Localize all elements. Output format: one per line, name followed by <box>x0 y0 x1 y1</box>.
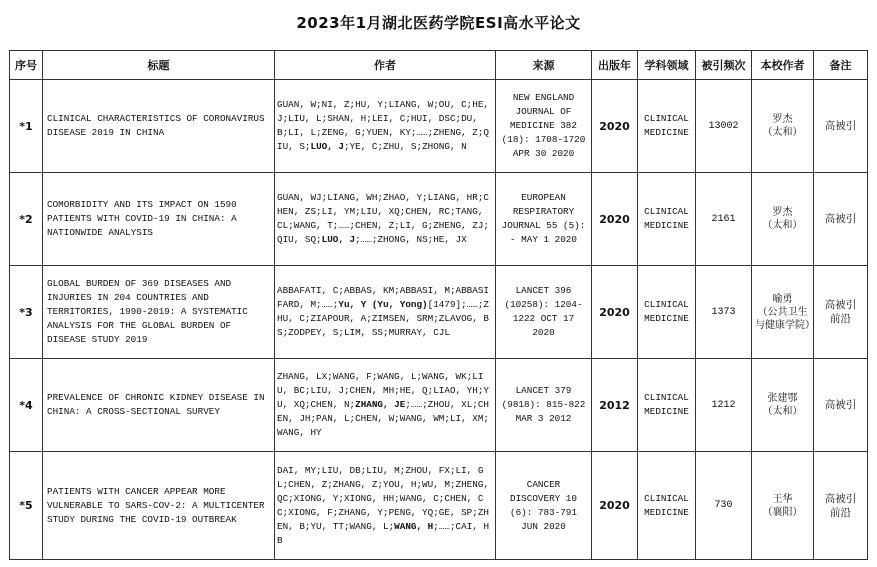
paper-title: PATIENTS WITH CANCER APPEAR MORE VULNERABLE TO SARS-COV-2: A MULTICENTER STUDY DURING THE COVID-19 OUTBREAK <box>43 452 275 560</box>
header-note: 备注 <box>814 51 868 80</box>
table-row <box>10 173 868 266</box>
row-index: *1 <box>10 80 43 173</box>
header-school-author: 本校作者 <box>752 51 814 80</box>
school-author-name: 张建鄂 <box>767 393 798 404</box>
paper-title: GLOBAL BURDEN OF 369 DISEASES AND INJURIES IN 204 COUNTRIES AND TERRITORIES, 1990-2019: A SYSTEMATIC ANALYSIS FOR THE GLOBAL BURDEN OF DISEASE STUDY 2019 <box>43 266 275 359</box>
paper-field: CLINICAL MEDICINE <box>638 80 696 173</box>
school-author-highlight: LUO, J <box>310 141 344 152</box>
paper-title: CLINICAL CHARACTERISTICS OF CORONAVIRUS DISEASE 2019 IN CHINA <box>43 80 275 173</box>
paper-source: NEW ENGLAND JOURNAL OF MEDICINE 382 (18): 1708-1720 APR 30 2020 <box>496 80 592 173</box>
header-source: 来源 <box>496 51 592 80</box>
school-author-unit: （太和） <box>762 127 803 138</box>
paper-field: CLINICAL MEDICINE <box>638 452 696 560</box>
header-field: 学科领域 <box>638 51 696 80</box>
school-author-highlight: WANG, H <box>394 520 434 532</box>
authors-after: ;……;ZHOU, XL;CHEN, JH;PAN, L;CHEN, W;WANG, WM;LI, XM;WANG, HY <box>277 399 490 438</box>
school-author-name: 罗杰 <box>772 114 793 125</box>
paper-citations: 730 <box>696 452 752 560</box>
school-author <box>752 452 814 560</box>
paper-note <box>814 452 868 560</box>
paper-title: PREVALENCE OF CHRONIC KIDNEY DISEASE IN CHINA: A CROSS-SECTIONAL SURVEY <box>43 359 275 452</box>
school-author-unit: （太和） <box>762 406 803 417</box>
school-author <box>752 173 814 266</box>
authors-before: GUAN, W;NI, Z;HU, Y;LIANG, W;OU, C;HE, J;LIU, L;SHAN, H;LEI, C;HUI, DSC;DU, B;LI, L;ZENG, G;YUEN, KY;……;ZHENG, Z;QIU, S; <box>277 99 490 152</box>
note-tag: 前沿 <box>830 313 851 325</box>
paper-note <box>814 359 868 452</box>
paper-year: 2012 <box>592 359 638 452</box>
school-author <box>752 359 814 452</box>
school-author-unit: （襄阳） <box>762 506 803 518</box>
row-index: *2 <box>10 173 43 266</box>
note-tag: 前沿 <box>830 506 851 519</box>
header-citations: 被引频次 <box>696 51 752 80</box>
note-tag: 高被引 <box>824 213 857 225</box>
school-author-name: 王华 <box>772 493 793 505</box>
papers-table <box>9 50 868 560</box>
paper-year: 2020 <box>592 173 638 266</box>
table-row <box>10 80 868 173</box>
note-tag: 高被引 <box>824 120 857 132</box>
paper-title: COMORBIDITY AND ITS IMPACT ON 1590 PATIENTS WITH COVID-19 IN CHINA: A NATIONWIDE ANALYSIS <box>43 173 275 266</box>
paper-authors <box>275 452 496 560</box>
paper-year: 2020 <box>592 80 638 173</box>
table-row <box>10 266 868 359</box>
paper-citations: 2161 <box>696 173 752 266</box>
page-title: 2023年1月湖北医药学院ESI高水平论文 <box>296 14 581 32</box>
header-authors: 作者 <box>275 51 496 80</box>
table-row <box>10 452 868 560</box>
authors-after: ;……;CAI, HB <box>277 520 490 546</box>
paper-year: 2020 <box>592 452 638 560</box>
row-index: *3 <box>10 266 43 359</box>
school-author-unit: （公共卫生与健康学院） <box>755 306 815 331</box>
paper-authors <box>275 266 496 359</box>
paper-year: 2020 <box>592 266 638 359</box>
school-author <box>752 80 814 173</box>
paper-note <box>814 80 868 173</box>
paper-note <box>814 173 868 266</box>
note-tag: 高被引 <box>824 492 857 505</box>
paper-source: LANCET 396 (10258): 1204-1222 OCT 17 2020 <box>496 266 592 359</box>
authors-before: DAI, MY;LIU, DB;LIU, M;ZHOU, FX;LI, GL;CHEN, Z;ZHANG, Z;YOU, H;WU, M;ZHENG, QC;XIONG, Y;XIONG, HH;WANG, C;CHEN, CC;XIONG, F;ZHANG, Y;PENG, YQ;GE, SP;ZHEN, B;YU, TT;WANG, L; <box>277 464 490 532</box>
school-author-highlight: ZHANG, JE <box>355 399 406 410</box>
table-header-row <box>10 51 868 80</box>
note-tag: 高被引 <box>824 399 857 411</box>
paper-field: CLINICAL MEDICINE <box>638 173 696 266</box>
row-index: *5 <box>10 452 43 560</box>
authors-before: ABBAFATI, C;ABBAS, KM;ABBASI, M;ABBASIFARD, M;……; <box>277 285 490 310</box>
paper-authors <box>275 173 496 266</box>
note-tag: 高被引 <box>824 299 857 311</box>
paper-authors <box>275 80 496 173</box>
row-index: *4 <box>10 359 43 452</box>
paper-source: EUROPEAN RESPIRATORY JOURNAL 55 (5): - MAY 1 2020 <box>496 173 592 266</box>
school-author-name: 喻勇 <box>772 293 793 305</box>
paper-source: LANCET 379 (9818): 815-822 MAR 3 2012 <box>496 359 592 452</box>
paper-note <box>814 266 868 359</box>
header-index: 序号 <box>10 51 43 80</box>
header-title: 标题 <box>43 51 275 80</box>
paper-field: CLINICAL MEDICINE <box>638 266 696 359</box>
paper-authors <box>275 359 496 452</box>
authors-after: [1479];……;ZHU, C;ZIAPOUR, A;ZIMSEN, SRM;ZLAVOG, BS;ZODPEY, S;LIM, SS;MURRAY, CJL <box>277 299 490 338</box>
paper-citations: 1212 <box>696 359 752 452</box>
school-author-highlight: Yu, Y (Yu, Yong) <box>338 299 428 310</box>
table-row <box>10 359 868 452</box>
paper-citations: 13002 <box>696 80 752 173</box>
authors-before: ZHANG, LX;WANG, F;WANG, L;WANG, WK;LIU, BC;LIU, J;CHEN, MH;HE, Q;LIAO, YH;YU, XQ;CHEN, N; <box>277 371 490 410</box>
school-author-unit: （太和） <box>762 220 803 231</box>
paper-field: CLINICAL MEDICINE <box>638 359 696 452</box>
school-author-name: 罗杰 <box>772 207 793 218</box>
authors-after: ;YE, C;ZHU, S;ZHONG, N <box>343 141 467 152</box>
authors-before: GUAN, WJ;LIANG, WH;ZHAO, Y;LIANG, HR;CHEN, ZS;LI, YM;LIU, XQ;CHEN, RC;TANG, CL;WANG, T;……;CHEN, Z;LI, G;ZHENG, ZJ;QIU, SQ; <box>277 192 490 245</box>
authors-after: ;……;ZHONG, NS;HE, JX <box>355 234 467 245</box>
paper-source: CANCER DISCOVERY 10 (6): 783-791 JUN 2020 <box>496 452 592 560</box>
school-author-highlight: LUO, J <box>321 234 356 245</box>
school-author <box>752 266 814 359</box>
paper-citations: 1373 <box>696 266 752 359</box>
header-year: 出版年 <box>592 51 638 80</box>
